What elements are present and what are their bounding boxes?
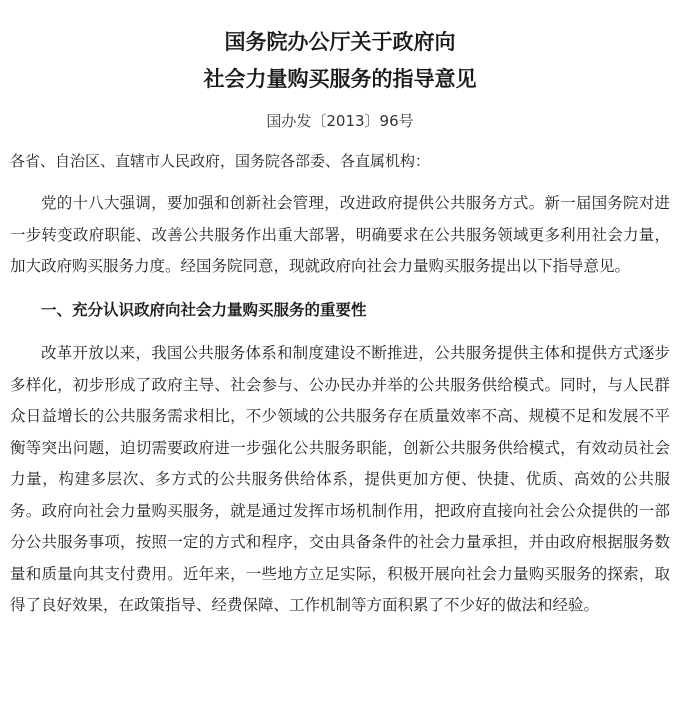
addressee-line: 各省、自治区、直辖市人民政府，国务院各部委、各直属机构：: [10, 152, 431, 170]
document-number: 国办发〔2013〕96号: [266, 112, 414, 130]
intro-paragraph: 党的十八大强调，要加强和创新社会管理，改进政府提供公共服务方式。新一届国务院对进一步转变政府职能、改善公共服务作出重大部署，明确要求在公共服务领域更多利用社会力量，加大政府购买服务力度。经国务院同意，现就政府向社会力量购买服务提出以下指导意见。: [10, 194, 670, 275]
section-1-paragraph: 改革开放以来，我国公共服务体系和制度建设不断推进，公共服务提供主体和提供方式逐步多样化，初步形成了政府主导、社会参与、公办民办并举的公共服务供给模式。同时，与人民群众日益增长的公共服务需求相比，不少领域的公共服务存在质量效率不高、规模不足和发展不平衡等突出问题，迫切需要政府进一步强化公共服务职能，创新公共服务供给模式，有效动员社会力量，构建多层次、多方式的公共服务供给体系，提供更加方便、快捷、优质、高效的公共服务。政府向社会力量购买服务，就是通过发挥市场机制作用，把政府直接向社会公众提供的一部分公共服务事项，按照一定的方式和程序，交由具备条件的社会力量承担，并由政府根据服务数量和质量向其支付费用。近年来，一些地方立足实际，积极开展向社会力量购买服务的探索，取得了良好效果，在政策指导、经费保障、工作机制等方面积累了不少好的做法和经验。: [10, 344, 670, 614]
section-1-heading: 一、充分认识政府向社会力量购买服务的重要性: [41, 300, 367, 319]
document-title-line-1: 国务院办公厅关于政府向: [224, 30, 456, 54]
document-title-line-2: 社会力量购买服务的指导意见: [203, 67, 477, 91]
